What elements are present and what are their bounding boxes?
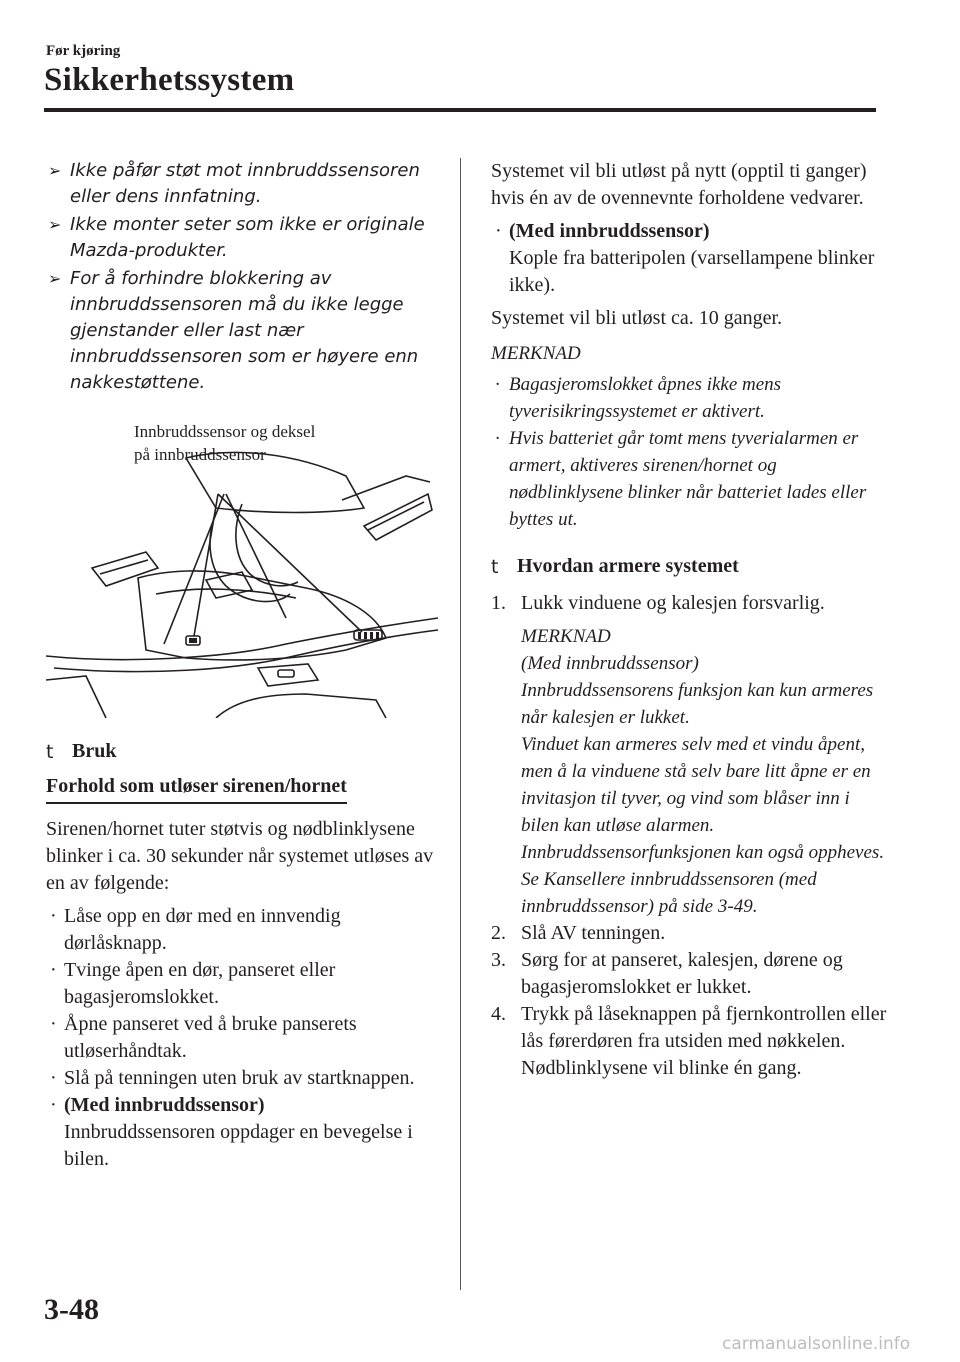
section-kicker: Før kjøring xyxy=(46,43,121,59)
warning-list xyxy=(46,158,438,396)
conditions-list xyxy=(46,903,438,1173)
list-item xyxy=(46,1092,438,1173)
warning-item xyxy=(46,212,438,264)
list-item-title: (Med innbruddssensor) xyxy=(509,220,710,242)
step-text: Slå AV tenningen. xyxy=(521,922,666,944)
page-number: 3-48 xyxy=(44,1293,99,1326)
step-item xyxy=(491,590,891,920)
list-item xyxy=(46,1011,438,1065)
bullet-dot-icon: · xyxy=(50,1094,57,1116)
bullet-dot-icon: · xyxy=(495,220,502,242)
note-text: Bagasjeromslokket åpnes ikke mens tyverisikringssystemet er aktivert. xyxy=(509,374,782,422)
list-item-text: Kople fra batteripolen (varsellampene blinker ikke). xyxy=(509,247,875,296)
section-title: Sikkerhetssystem xyxy=(44,62,295,98)
bullet-dot-icon: · xyxy=(50,905,57,927)
step-note-line: Innbruddssensorfunksjonen kan også oppheves. xyxy=(521,842,885,863)
section-marker-icon: t xyxy=(491,556,499,578)
arm-heading-text: Hvordan armere systemet xyxy=(517,555,739,577)
warning-text: Ikke påfør støt mot innbruddssensoren eller dens innfatning. xyxy=(70,160,420,207)
step-note-line: Vinduet kan armeres selv med et vindu åpent, men å la vinduene stå selv bare litt åpne er en invitasjon til tyver, og vind som blåser inn i bilen kan utløse alarmen. xyxy=(521,734,871,836)
warning-arrow-icon: ➢ xyxy=(48,215,62,234)
list-item-text: Låse opp en dør med en innvendig dørlåsknapp. xyxy=(64,905,341,954)
step-text: Lukk vinduene og kalesjen forsvarlig. xyxy=(521,592,825,614)
warning-arrow-icon: ➢ xyxy=(48,161,62,180)
watermark: carmanualsonline.info xyxy=(722,1334,911,1354)
left-column xyxy=(46,158,438,1179)
bruk-heading-text: Bruk xyxy=(72,740,117,762)
warning-text: For å forhindre blokkering av innbruddssensoren må du ikke legge gjenstander eller last nær innbruddssensoren som er høyere enn nakkestøttene. xyxy=(70,268,419,393)
step-note-line: Se Kansellere innbruddssensoren (med innbruddssensor) på side 3-49. xyxy=(521,869,817,917)
bullet-dot-icon: · xyxy=(50,959,57,981)
step-note-line: (Med innbruddssensor) xyxy=(521,653,699,674)
list-item-title: (Med innbruddssensor) xyxy=(64,1094,265,1116)
step-item xyxy=(491,920,891,947)
header-rule xyxy=(44,108,876,112)
warning-item xyxy=(46,266,438,396)
step-note-line: Innbruddssensorens funksjon kan kun armeres når kalesjen er lukket. xyxy=(521,680,874,728)
list-item xyxy=(46,957,438,1011)
arm-steps xyxy=(491,590,891,1082)
step-text: Trykk på låseknappen på fjernkontrollen eller lås førerdøren fra utsiden med nøkkelen. xyxy=(521,1003,887,1052)
repeat-text: Systemet vil bli utløst ca. 10 ganger. xyxy=(491,307,783,329)
step-note xyxy=(521,623,891,920)
note-item xyxy=(491,371,891,425)
bullet-dot-icon: · xyxy=(495,374,500,395)
conditions-intro: Sirenen/hornet tuter støtvis og nødblinklysene blinker i ca. 30 sekunder når systemet utløses av en av følgende: xyxy=(46,818,434,894)
list-item xyxy=(491,218,891,299)
bullet-dot-icon: · xyxy=(50,1067,57,1089)
list-item xyxy=(46,1065,438,1092)
note-label: MERKNAD xyxy=(491,343,581,364)
warning-item xyxy=(46,158,438,210)
column-divider xyxy=(460,158,461,1290)
arm-heading xyxy=(491,555,891,578)
bullet-dot-icon: · xyxy=(50,1013,57,1035)
figure-caption-line: Innbruddssensor og deksel xyxy=(134,422,316,441)
list-item xyxy=(46,903,438,957)
step-number: 3. xyxy=(491,949,506,971)
list-item-text: Tvinge åpen en dør, panseret eller bagasjeromslokket. xyxy=(64,959,336,1008)
note-text: Hvis batteriet går tomt mens tyverialarmen er armert, aktiveres sirenen/hornet og nødblinklysene blinker når batteriet lades eller byttes ut. xyxy=(509,428,867,530)
figure-caption-line: på innbruddssensor xyxy=(134,445,266,464)
list-item-text: Slå på tenningen uten bruk av startknappen. xyxy=(64,1067,415,1089)
step-number: 4. xyxy=(491,1003,506,1025)
right-column xyxy=(491,158,891,1082)
sensor-figure xyxy=(46,418,438,718)
note-item xyxy=(491,425,891,533)
step-text: Sørg for at panseret, kalesjen, dørene og bagasjeromslokket er lukket. xyxy=(521,949,843,998)
bullet-dot-icon: · xyxy=(495,428,500,449)
step-item xyxy=(491,1001,891,1082)
list-item-text: Åpne panseret ved å bruke panserets utløserhåndtak. xyxy=(64,1013,357,1062)
step-number: 1. xyxy=(491,592,506,614)
retrigger-list xyxy=(491,218,891,299)
retrigger-intro: Systemet vil bli utløst på nytt (opptil ti ganger) hvis én av de ovennevnte forholdene vedvarer. xyxy=(491,160,867,209)
list-item-text: Innbruddssensoren oppdager en bevegelse i bilen. xyxy=(64,1121,413,1170)
bruk-heading xyxy=(46,740,438,763)
step-number: 2. xyxy=(491,922,506,944)
conditions-heading: Forhold som utløser sirenen/hornet xyxy=(46,775,347,804)
step-item xyxy=(491,947,891,1001)
section-marker-icon: t xyxy=(46,741,54,763)
step-note-label: MERKNAD xyxy=(521,626,611,647)
figure-caption xyxy=(134,420,315,466)
warning-text: Ikke monter seter som ikke er originale Mazda-produkter. xyxy=(70,214,425,261)
warning-arrow-icon: ➢ xyxy=(48,269,62,288)
step-extra: Nødblinklysene vil blinke én gang. xyxy=(521,1057,802,1079)
